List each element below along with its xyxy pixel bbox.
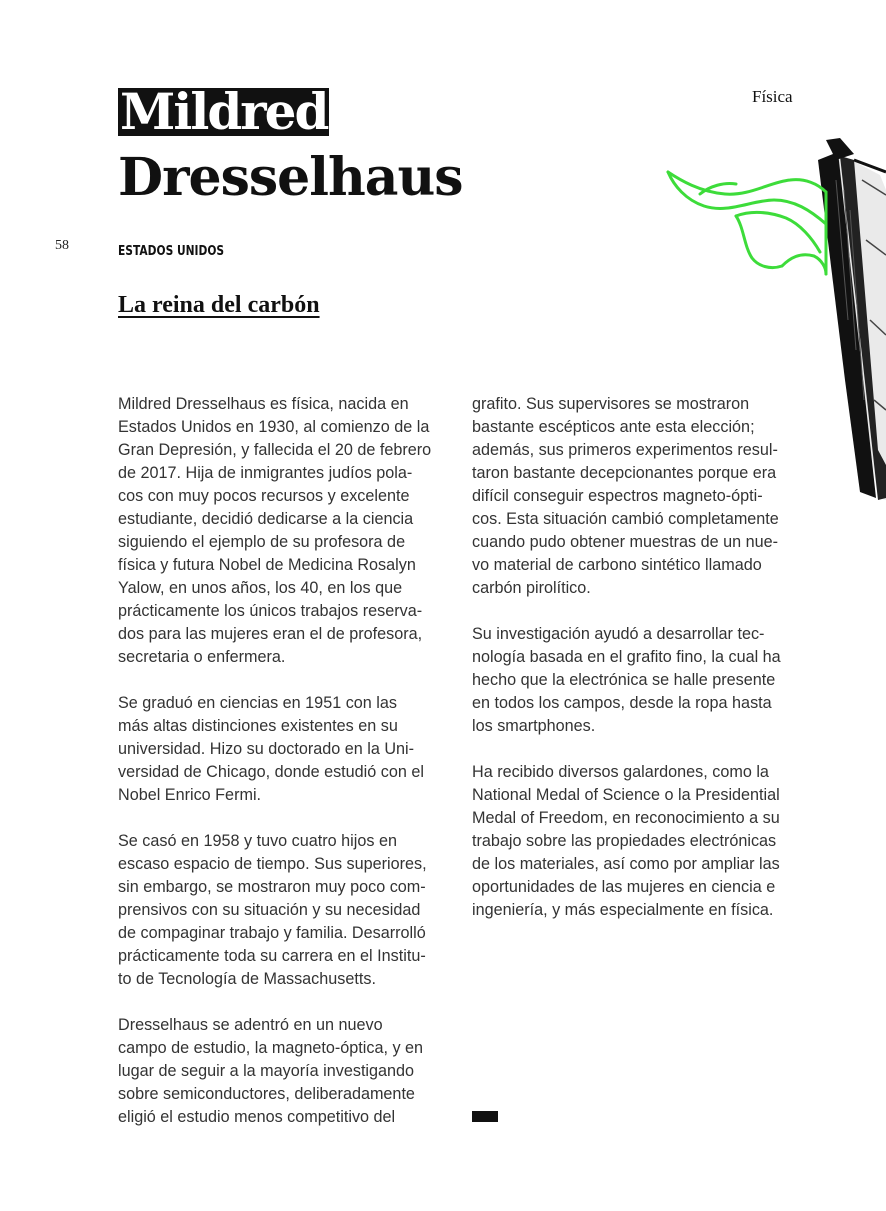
body-text-line: carbón pirolítico. bbox=[472, 579, 591, 597]
body-text-line: Nobel Enrico Fermi. bbox=[118, 786, 262, 804]
green-ribbon bbox=[668, 172, 826, 274]
body-text-line: cuando pudo obtener muestras de un nue- bbox=[472, 533, 778, 551]
body-text-line: National Medal of Science o la Presidential bbox=[472, 786, 780, 804]
body-text-line: lugar de seguir a la mayoría investigando bbox=[118, 1062, 415, 1080]
body-text-line: to de Tecnología de Massachusetts. bbox=[118, 970, 376, 988]
body-text-line: universidad. Hizo su doctorado en la Uni- bbox=[118, 740, 415, 758]
body-text-line: trabajo sobre las propiedades electrónicas bbox=[472, 832, 777, 850]
body-text-line: los smartphones. bbox=[472, 717, 596, 735]
body-text-line: además, sus primeros experimentos resul- bbox=[472, 441, 778, 459]
body-text-line: Se casó en 1958 y tuvo cuatro hijos en bbox=[118, 832, 397, 850]
body-text-line: ingeniería, y más especialmente en física. bbox=[472, 901, 774, 919]
body-text-line: secretaria o enfermera. bbox=[118, 648, 286, 666]
body-text-line: Estados Unidos en 1930, al comienzo de la bbox=[118, 418, 430, 436]
body-text-line: grafito. Sus supervisores se mostraron bbox=[472, 395, 750, 413]
body-text-line: estudiante, decidió dedicarse a la ciencia bbox=[118, 510, 414, 528]
body-text-line: taron bastante decepcionantes porque era bbox=[472, 464, 777, 482]
body-text-line: hecho que la electrónica se halle presente bbox=[472, 671, 776, 689]
body-text-line: oportunidades de las mujeres en ciencia e bbox=[472, 878, 776, 896]
title-last-name: Dresselhaus bbox=[118, 147, 463, 208]
body-text-line: eligió el estudio menos competitivo del bbox=[118, 1108, 396, 1126]
body-text-line: de los materiales, así como por ampliar las bbox=[472, 855, 780, 873]
page-number: 58 bbox=[55, 238, 69, 253]
body-text-line: Mildred Dresselhaus es física, nacida en bbox=[118, 395, 409, 413]
body-text-line: sin embargo, se mostraron muy poco com- bbox=[118, 878, 426, 896]
body-text-line: nología basada en el grafito fino, la cual ha bbox=[472, 648, 781, 666]
body-text-line: en todos los campos, desde la ropa hasta bbox=[472, 694, 772, 712]
body-text-line: Gran Depresión, y fallecida el 20 de febrero bbox=[118, 441, 432, 459]
section-tag: Física bbox=[752, 87, 793, 106]
subtitle: La reina del carbón bbox=[118, 292, 320, 318]
paragraph-gap bbox=[472, 738, 802, 761]
body-text-line: más altas distinciones existentes en su bbox=[118, 717, 398, 735]
title-first-name: Mildred bbox=[120, 82, 328, 141]
body-text-line: siguiendo el ejemplo de su profesora de bbox=[118, 533, 406, 551]
body-text-line: escaso espacio de tiempo. Sus superiores, bbox=[118, 855, 427, 873]
pencil-body bbox=[818, 138, 886, 500]
paragraph-gap bbox=[118, 807, 448, 830]
pencil-illustration-icon bbox=[640, 120, 886, 520]
body-text-line: vo material de carbono sintético llamado bbox=[472, 556, 762, 574]
body-text-line: difícil conseguir espectros magneto-ópti- bbox=[472, 487, 763, 505]
body-left-column bbox=[118, 393, 448, 1129]
body-text-line: Su investigación ayudó a desarrollar tec- bbox=[472, 625, 765, 643]
body-text-line: Ha recibido diversos galardones, como la bbox=[472, 763, 769, 781]
body-text-line: Medal of Freedom, en reconocimiento a su bbox=[472, 809, 780, 827]
body-text-line: de compaginar trabajo y familia. Desarrolló bbox=[118, 924, 426, 942]
body-text-line: Yalow, en unos años, los 40, en los que bbox=[118, 579, 403, 597]
body-text-line: cos con muy pocos recursos y excelente bbox=[118, 487, 410, 505]
paragraph-gap bbox=[472, 600, 802, 623]
body-text-line: física y futura Nobel de Medicina Rosalyn bbox=[118, 556, 416, 574]
body-text-line: prácticamente toda su carrera en el Institu- bbox=[118, 947, 426, 965]
body-text-line: campo de estudio, la magneto-óptica, y en bbox=[118, 1039, 424, 1057]
body-text-line: cos. Esta situación cambió completamente bbox=[472, 510, 779, 528]
end-of-article-mark bbox=[472, 1111, 498, 1122]
paragraph-gap bbox=[118, 669, 448, 692]
body-text-line: prácticamente los únicos trabajos reserva- bbox=[118, 602, 423, 620]
body-text-line: prensivos con su situación y su necesidad bbox=[118, 901, 421, 919]
body-text-line: bastante escépticos ante esta elección; bbox=[472, 418, 755, 436]
body-text-line: sobre semiconductores, deliberadamente bbox=[118, 1085, 415, 1103]
body-text-line: Dresselhaus se adentró en un nuevo bbox=[118, 1016, 383, 1034]
paragraph-gap bbox=[118, 991, 448, 1014]
country-label: ESTADOS UNIDOS bbox=[118, 244, 225, 259]
body-text-line: versidad de Chicago, donde estudió con el bbox=[118, 763, 424, 781]
body-text-line: dos para las mujeres eran el de profesora, bbox=[118, 625, 423, 643]
body-text-line: de 2017. Hija de inmigrantes judíos pola- bbox=[118, 464, 413, 482]
body-text-line: Se graduó en ciencias en 1951 con las bbox=[118, 694, 397, 712]
